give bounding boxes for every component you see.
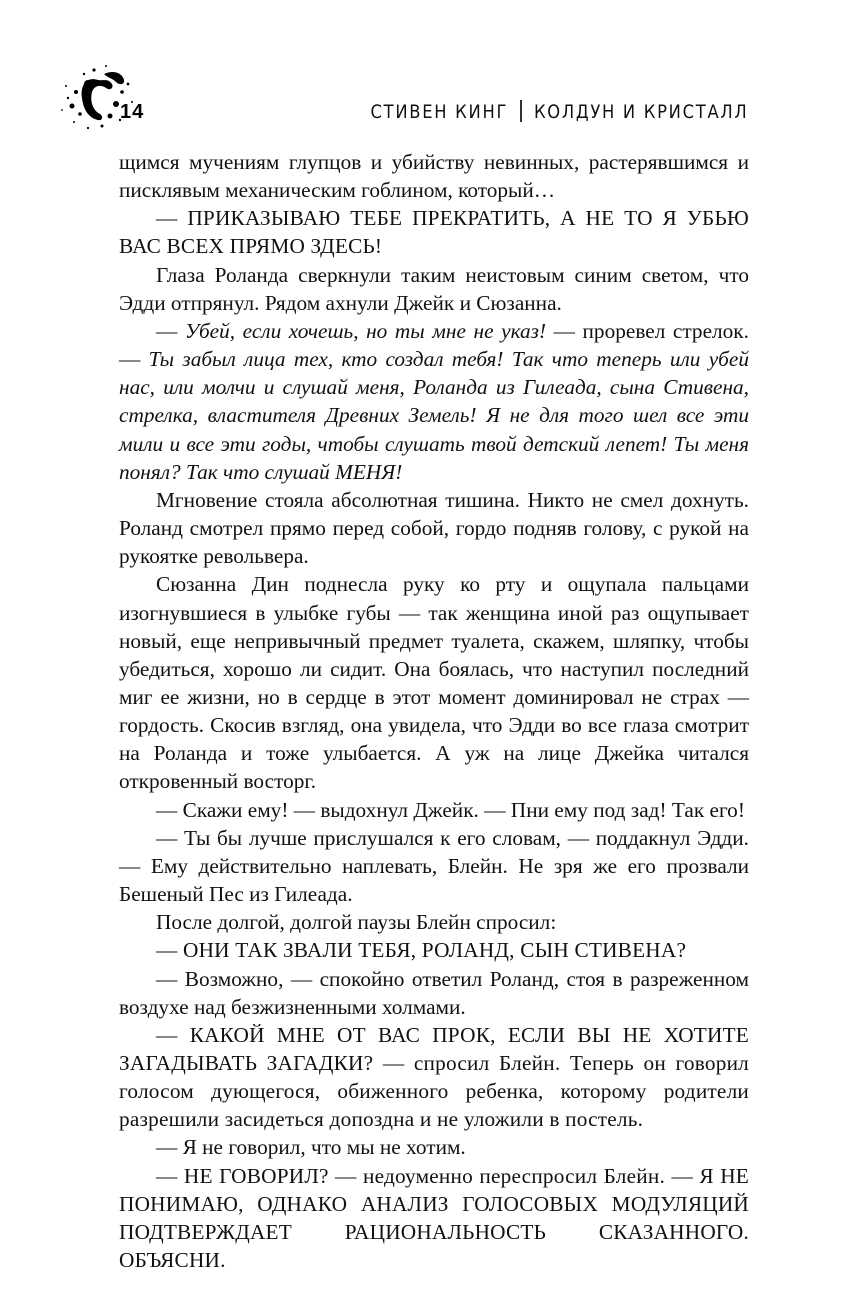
- paragraph: щимся мучениям глупцов и убийству невинных, растерявшимся и писклявым механическим гоблином, который…: [119, 150, 749, 203]
- paragraph: — Я не говорил, что мы не хотим.: [156, 1135, 466, 1160]
- running-head-title: КОЛДУН И КРИСТАЛЛ: [533, 101, 748, 123]
- paragraph-italic: Ты забыл лица тех, кто создал тебя! Так что теперь или убей нас, или молчи и слушай меня, Роланда из Гилеада, сына Стивена, стрелка, властителя Древних Земель! Я не для того шел все эти мили и все эти годы, чтобы слушать твой детский лепет! Ты меня понял? Так что слушай МЕНЯ!: [119, 347, 749, 484]
- paragraph-fragment: — проревел стрелок. —: [119, 318, 749, 372]
- running-head: [370, 100, 748, 123]
- paragraph: Глаза Роланда сверкнули таким неистовым синим светом, что Эдди отпрянул. Рядом ахнули Джейк и Сюзанна.: [119, 262, 749, 315]
- paragraph: — ОНИ ТАК ЗВАЛИ ТЕБЯ, РОЛАНД, СЫН СТИВЕНА?: [156, 938, 687, 963]
- paragraph-fragment: —: [156, 318, 185, 343]
- paragraph: Мгновение стояла абсолютная тишина. Никто не смел дохнуть. Роланд смотрел прямо перед собой, гордо подняв голову, с рукой на рукоятке револьвера.: [119, 487, 749, 569]
- paragraph: — Возможно, — спокойно ответил Роланд, стоя в разреженном воздухе над безжизненными холмами.: [119, 966, 749, 1019]
- running-head-author: СТИВЕН КИНГ: [370, 101, 508, 123]
- paragraph: — ПРИКАЗЫВАЮ ТЕБЕ ПРЕКРАТИТЬ, А НЕ ТО Я УБЬЮ ВАС ВСЕХ ПРЯМО ЗДЕСЬ!: [119, 206, 749, 259]
- paragraph: — Ты бы лучше прислушался к его словам, — поддакнул Эдди. — Ему действительно наплевать, Блейн. Не зря же его прозвали Бешеный Пес из Гилеада.: [119, 825, 749, 907]
- paragraph: После долгой, долгой паузы Блейн спросил:: [156, 910, 557, 935]
- running-head-separator: [520, 100, 522, 122]
- paragraph: [119, 317, 749, 486]
- paragraph: Сюзанна Дин поднесла руку ко рту и ощупала пальцами изогнувшиеся в улыбке губы — так женщина иной раз ощупывает новый, еще непривычный предмет туалета, скажем, шляпку, чтобы убедиться, хорошо ли сидит. Она боялась, что наступил последний миг ее жизни, но в сердце в этот момент доминировал не страх — гордость. Скосив взгляд, она увидела, что Эдди во все глаза смотрит на Роланда и тоже улыбается. А уж на лице Джейка читался откровенный восторг.: [119, 572, 749, 794]
- paragraph: — Скажи ему! — выдохнул Джейк. — Пни ему под зад! Так его!: [156, 797, 745, 822]
- body-text: [119, 148, 749, 1274]
- paragraph: — КАКОЙ МНЕ ОТ ВАС ПРОК, ЕСЛИ ВЫ НЕ ХОТИТЕ ЗАГАДЫВАТЬ ЗАГАДКИ? — спросил Блейн. Теперь он говорил голосом дующегося, обиженного ребенка, которому родители разрешили засидеться допоздна и не уложили в постель.: [119, 1022, 749, 1132]
- paragraph-italic: Убей, если хочешь, но ты мне не указ!: [184, 318, 547, 343]
- paragraph: — НЕ ГОВОРИЛ? — недоуменно переспросил Блейн. — Я НЕ ПОНИМАЮ, ОДНАКО АНАЛИЗ ГОЛОСОВЫХ МОДУЛЯЦИЙ ПОДТВЕРЖДАЕТ РАЦИОНАЛЬНОСТЬ СКАЗАННОГО. ОБЪЯСНИ.: [119, 1163, 749, 1273]
- page-number: 14: [120, 101, 145, 123]
